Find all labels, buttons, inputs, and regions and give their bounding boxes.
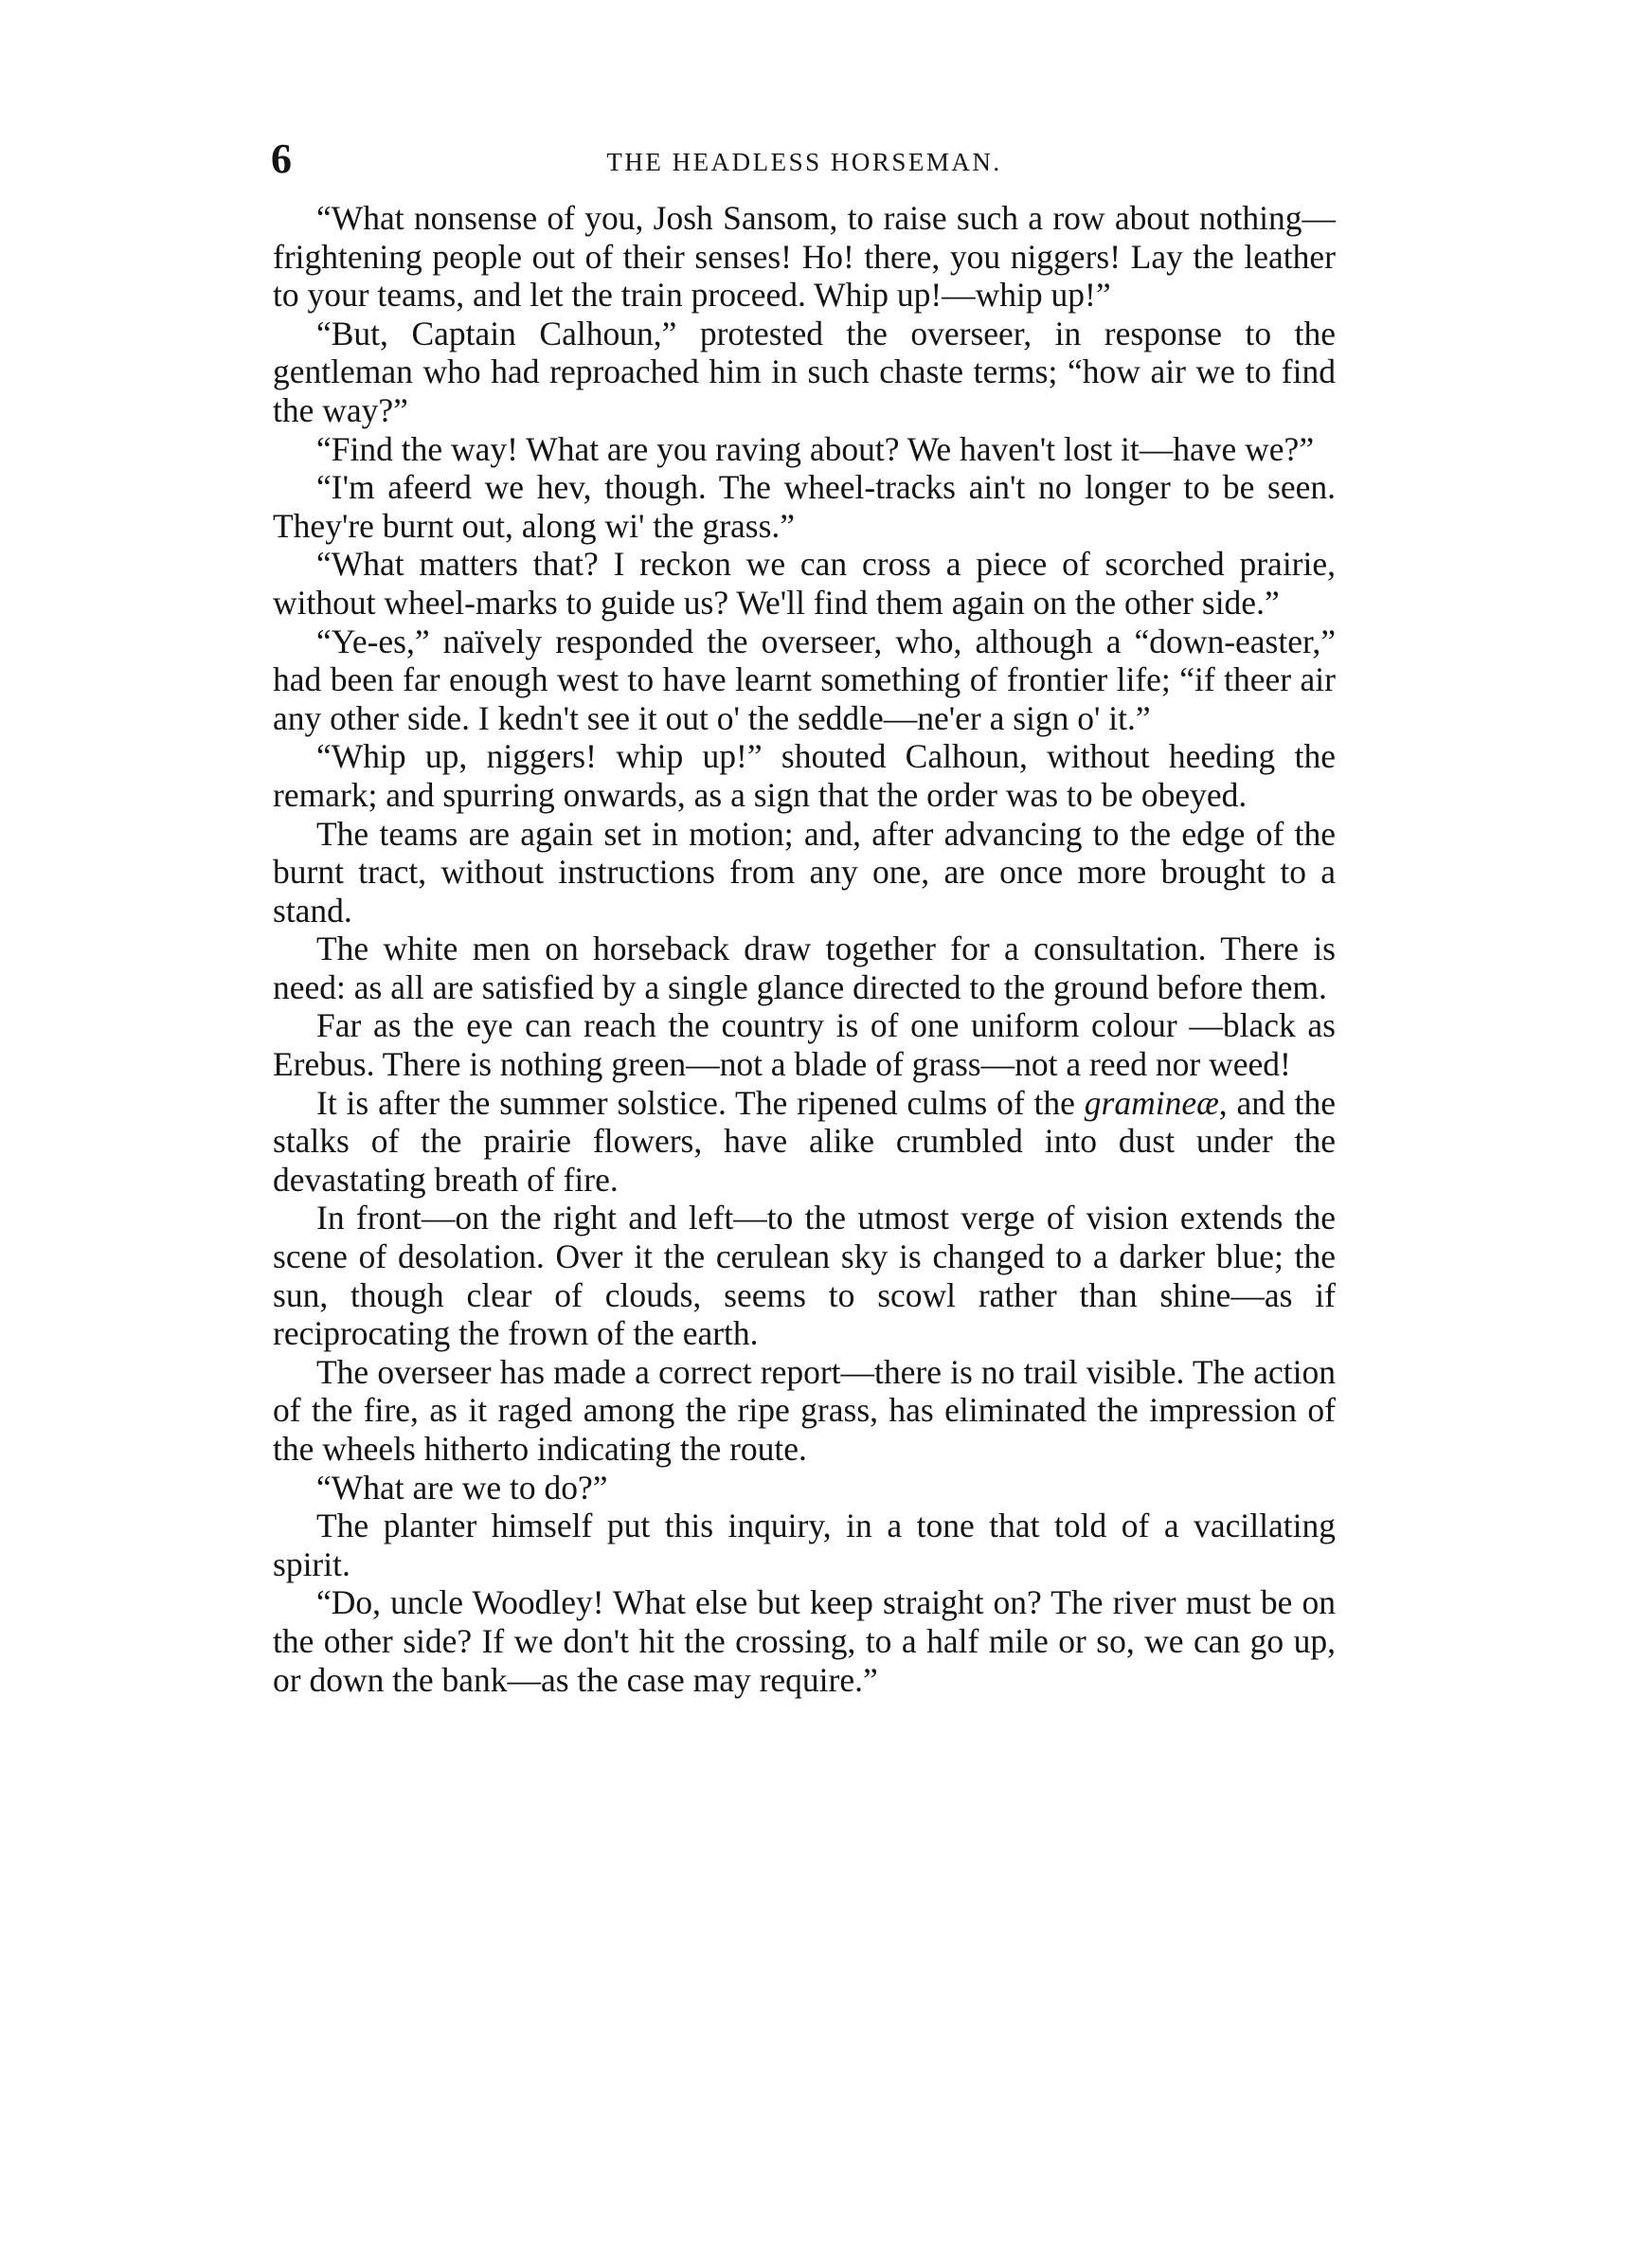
paragraph-8: The teams are again set in motion; and, after advancing to the edge of the burnt tract, without instructions from any one, are once more brought to a stand.	[273, 814, 1336, 930]
paragraph-11	[273, 1084, 1336, 1200]
paragraph-11-before: It is after the summer solstice. The ripened culms of the	[316, 1083, 1085, 1122]
book-page	[273, 133, 1336, 1699]
running-head	[273, 133, 1336, 186]
paragraph-16: “Do, uncle Woodley! What else but keep straight on? The river must be on the other side? If we don't hit the crossing, to a half mile or so, we can go up, or down the bank—as the case may require.”	[273, 1583, 1336, 1699]
paragraph-14: “What are we to do?”	[316, 1468, 608, 1507]
paragraph-7: “Whip up, niggers! whip up!” shouted Calhoun, without heeding the remark; and spurring onwards, as a sign that the order was to be obeyed.	[273, 737, 1336, 814]
paragraph-15: The planter himself put this inquiry, in a tone that told of a vacillating spirit.	[273, 1507, 1336, 1583]
paragraph-11-italic: gramineæ	[1084, 1083, 1219, 1122]
body-text	[273, 199, 1336, 1699]
paragraph-11-after: , and the stalks of the prairie flowers, have alike crumbled into dust under the devastating breath of fire.	[273, 1083, 1336, 1199]
paragraph-13: The overseer has made a correct report—there is no trail visible. The action of the fire, as it raged among the ripe grass, has eliminated the impression of the wheels hitherto indicating the route.	[273, 1352, 1336, 1468]
paragraph-9: The white men on horseback draw together for a consultation. There is need: as all are satisfied by a single glance directed to the ground before them.	[273, 930, 1336, 1006]
paragraph-5: “What matters that? I reckon we can cross a piece of scorched prairie, without wheel-marks to guide us? We'll find them again on the other side.”	[273, 545, 1336, 622]
paragraph-10: Far as the eye can reach the country is of one uniform colour —black as Erebus. There is nothing green—not a blade of grass—not a reed nor weed!	[273, 1006, 1336, 1084]
paragraph-4: “I'm afeerd we hev, though. The wheel-tracks ain't no longer to be seen. They're burnt out, along wi' the grass.”	[273, 468, 1336, 545]
paragraph-12: In front—on the right and left—to the utmost verge of vision extends the scene of desolation. Over it the cerulean sky is changed to a darker blue; the sun, though clear of clouds, seems to scowl rather than shine—as if reciprocating the frown of the earth.	[273, 1199, 1336, 1353]
page-number: 6	[271, 135, 292, 182]
paragraph-6: “Ye-es,” naïvely responded the overseer, who, although a “down-easter,” had been far enough west to have learnt something of frontier life; “if theer air any other side. I kedn't see it out o' the seddle—ne'er a sign o' it.”	[273, 622, 1336, 737]
paragraph-2: “But, Captain Calhoun,” protested the overseer, in response to the gentleman who had reproached him in such chaste terms; “how air we to find the way?”	[273, 314, 1336, 429]
running-title: THE HEADLESS HORSEMAN.	[606, 148, 1002, 176]
paragraph-1: “What nonsense of you, Josh Sansom, to raise such a row about nothing—frightening people out of their senses! Ho! there, you niggers! Lay the leather to your teams, and let the train proceed. Whip up!—whip up!”	[273, 199, 1336, 315]
paragraph-3: “Find the way! What are you raving about? We haven't lost it—have we?”	[316, 429, 1315, 468]
